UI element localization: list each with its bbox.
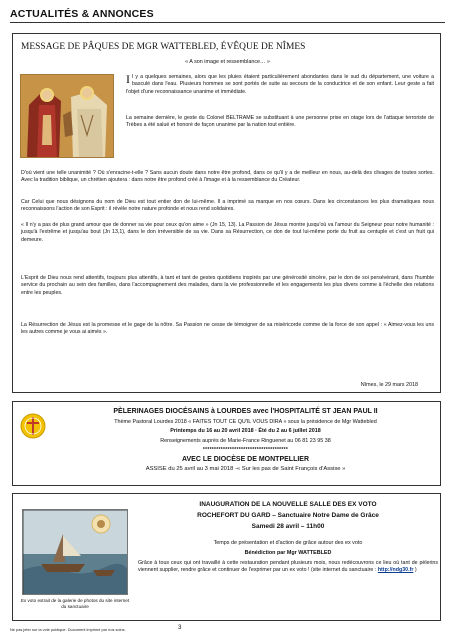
separator-stars: ************************************** bbox=[202, 447, 289, 453]
votive-box bbox=[12, 493, 441, 621]
paragraph-7: La Résurrection de Jésus est la promesse et le gage de la nôtre. Sa Passion ne cesse de témoigner de sa miséricorde comme de la force de son appel : « Aimez-vous les uns les autres comme je vous ai aimés ». bbox=[21, 322, 434, 336]
pilgrimage-dates: Printemps du 16 au 20 avril 2018 · Été du 2 au 6 juillet 2018 bbox=[170, 428, 321, 434]
section-title: ACTUALITÉS & ANNONCES bbox=[10, 8, 154, 20]
paragraph-2: La semaine dernière, le geste du Colonel BELTRAME se substituant à une personne prise en otage lors de l'attaque terroriste de Trèbes a été salué et honoré de façon unanime par la nation tout entière. bbox=[126, 115, 434, 129]
votive-heading-1: INAUGURATION DE LA NOUVELLE SALLE DES EX VOTO bbox=[199, 501, 377, 508]
ex-voto-caption: Ex voto extrait de la galerie de photos du site internet du sanctuaire bbox=[20, 598, 130, 610]
paragraph-1: Il y a quelques semaines, alors que les pluies étaient particulièrement abondantes dans le sud du département, une voiture a basculé dans l'eau. Plusieurs hommes se sont portés de suite au secours de la conductrice et de son enfant. Leur geste a fait l'objet d'une reconnaissance unanime et immédiate. bbox=[126, 72, 434, 95]
icon-painting-image bbox=[20, 74, 114, 158]
votive-heading-2: ROCHEFORT DU GARD – Sanctuaire Notre Dame de Grâce bbox=[197, 512, 379, 519]
pilgrimage-theme: Thème Pastoral Lourdes 2018 « FAITES TOUT CE QU'IL VOUS DIRA » sous la présidence de Mgr Wattebled bbox=[114, 419, 377, 425]
page-number: 3 bbox=[178, 624, 182, 631]
votive-body: Grâce à tous ceux qui ont travaillé à cette restauration pendant plusieurs mois, nous redécouvrons ce lieu où tant de pèlerins viennent supplier, rendre grâce et continuer de l'exprimer par un ex voto ! (site internet du sanctuaire : http://ndg30.fr ) bbox=[138, 560, 438, 574]
message-subtitle: « A son image et ressemblance… » bbox=[185, 59, 270, 65]
votive-date: Samedi 28 avril – 11h00 bbox=[251, 523, 325, 530]
paragraph-6: L'Esprit de Dieu nous rend attentifs, toujours plus attentifs, à tant et tant de gestes quotidiens inspirés par une générosité sincère, par le don de soi persévérant, dans l'humble service du prochain au sein des familles, dans l'accompagnement des malades, dans la vie professionnelle et les engagements les plus divers comme à l'échelle des relations entre les peuples. bbox=[21, 275, 434, 296]
easter-message-box bbox=[12, 33, 441, 393]
message-signature: Nîmes, le 29 mars 2018 bbox=[360, 382, 418, 388]
header-divider bbox=[10, 22, 445, 23]
assise-line: ASSISE du 25 avril au 3 mai 2018 -« Sur les pas de Saint François d'Assise » bbox=[145, 466, 346, 472]
paragraph-5: « Il n'y a pas de plus grand amour que de donner sa vie pour ceux qu'on aime » (Jn 15, 13). La Passion de Jésus montre jusqu'où va l'amour du Seigneur pour notre humanité : jusqu'à l'extrême et jusqu'au bout (Jn 13,1), dans le don irréversible de sa vie. Dans sa Résurrection, ce don de tout lui-même porte du fruit au centuple et c'est un fruit qui demeure. bbox=[21, 222, 434, 243]
votive-program: Temps de présentation et d'action de grâce autour des ex voto bbox=[213, 540, 363, 546]
hospitalite-logo bbox=[19, 411, 47, 441]
votive-blessing: Bénédiction par Mgr WATTEBLED bbox=[244, 550, 332, 556]
pilgrimage-box bbox=[12, 401, 441, 486]
footer-note: Ne pas jeter sur la voie publique. Document imprimé par nos soins. bbox=[10, 627, 126, 632]
montpellier-title: AVEC LE DIOCÈSE DE MONTPELLIER bbox=[181, 456, 310, 463]
sanctuary-website-link[interactable]: http://ndg30.fr bbox=[377, 567, 414, 574]
icon-painting-svg bbox=[21, 75, 114, 158]
paragraph-3: D'où vient une telle unanimité ? Où s'enracine-t-elle ? Sans aucun doute dans notre être profond, dans ce qu'il y a de meilleur en nous, au-delà des clivages de toutes sortes. Avec la tradition biblique, un chrétien ajoutera : dans notre être profond créé à l'image et à la ressemblance du Créateur. bbox=[21, 170, 434, 184]
pilgrimage-contact: Renseignements auprès de Marie-France Ringuenet au 06 81 23 95 38 bbox=[160, 438, 331, 444]
pilgrimage-title: PÈLERINAGES DIOCÉSAINS à LOURDES avec l'HOSPITALITÉ ST JEAN PAUL II bbox=[113, 408, 378, 415]
message-title: MESSAGE DE PÂQUES DE MGR WATTEBLED, ÉVÊQUE DE NÎMES bbox=[21, 42, 306, 52]
paragraph-4: Car Celui que nous désignons du nom de Dieu est tout entier don de lui-même. Il a imprimé sa marque en nos cœurs. Dans les circonstances les plus dramatiques nous reconnaissons l'action de son Esprit : il révèle notre nature profonde et nous rend solidaires. bbox=[21, 199, 434, 213]
ex-voto-image bbox=[22, 509, 128, 595]
drop-cap: I bbox=[126, 72, 130, 86]
